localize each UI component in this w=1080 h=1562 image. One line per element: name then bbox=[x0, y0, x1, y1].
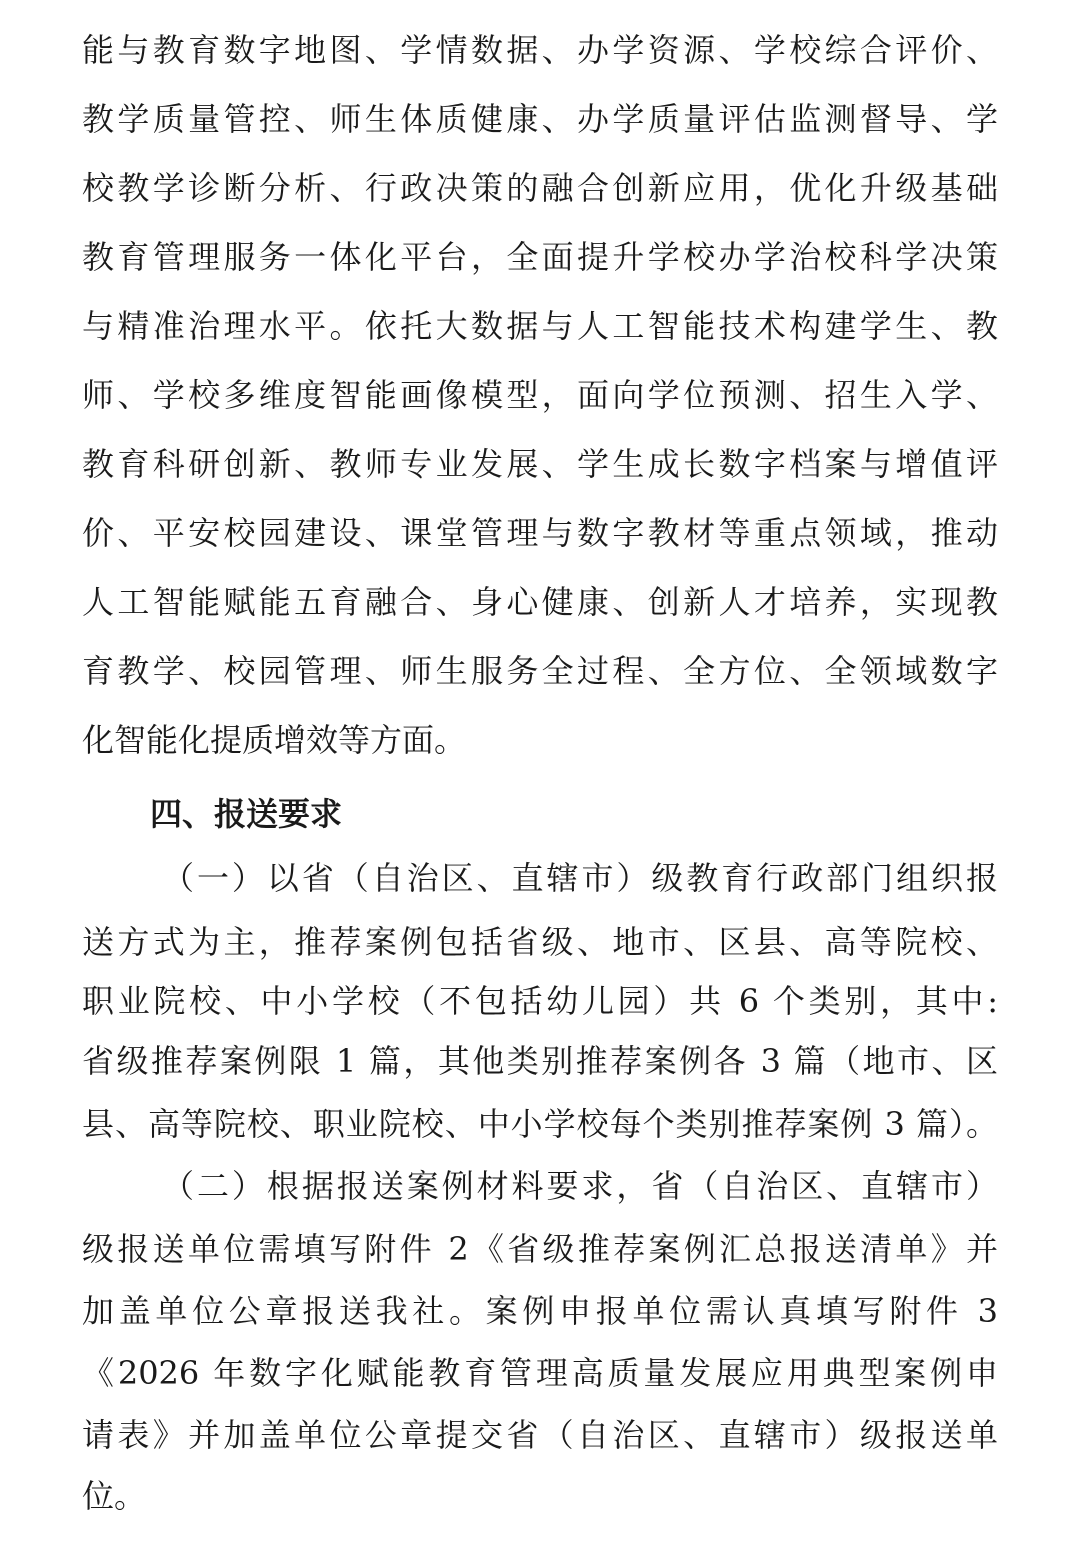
paragraph-line: 送方式为主，推荐案例包括省级、地市、区县、高等院校、 bbox=[82, 923, 998, 961]
paragraph-line: 《2026 年数字化赋能教育管理高质量发展应用典型案例申 bbox=[82, 1354, 998, 1392]
paragraph-line: 育教学、校园管理、师生服务全过程、全方位、全领域数字 bbox=[82, 652, 998, 690]
paragraph-line: 教育科研创新、教师专业发展、学生成长数字档案与增值评 bbox=[82, 445, 998, 483]
paragraph-line: 化智能化提质增效等方面。 bbox=[82, 721, 467, 759]
paragraph-line: 人工智能赋能五育融合、身心健康、创新人才培养，实现教 bbox=[82, 583, 998, 621]
paragraph-line: 师、学校多维度智能画像模型，面向学位预测、招生入学、 bbox=[82, 376, 998, 414]
paragraph-line: 县、高等院校、职业院校、中小学校每个类别推荐案例 3 篇）。 bbox=[82, 1105, 998, 1143]
section-heading: 四、报送要求 bbox=[150, 795, 343, 833]
paragraph-line: 与精准治理水平。依托大数据与人工智能技术构建学生、教 bbox=[82, 307, 998, 345]
paragraph-line: （一）以省（自治区、直辖市）级教育行政部门组织报 bbox=[162, 859, 998, 897]
paragraph-line: 加盖单位公章报送我社。案例申报单位需认真填写附件 3 bbox=[82, 1292, 998, 1330]
paragraph-line: 位。 bbox=[82, 1477, 147, 1515]
paragraph-line: 教学质量管控、师生体质健康、办学质量评估监测督导、学 bbox=[82, 100, 998, 138]
paragraph-line: 级报送单位需填写附件 2《省级推荐案例汇总报送清单》并 bbox=[82, 1230, 998, 1268]
paragraph-line: 职业院校、中小学校（不包括幼儿园）共 6 个类别，其中: bbox=[82, 982, 998, 1020]
paragraph-line: （二）根据报送案例材料要求，省（自治区、直辖市） bbox=[162, 1167, 998, 1205]
paragraph-line: 教育管理服务一体化平台，全面提升学校办学治校科学决策 bbox=[82, 238, 998, 276]
paragraph-line: 能与教育数字地图、学情数据、办学资源、学校综合评价、 bbox=[82, 31, 998, 69]
paragraph-line: 省级推荐案例限 1 篇，其他类别推荐案例各 3 篇（地市、区 bbox=[82, 1042, 998, 1080]
paragraph-line: 校教学诊断分析、行政决策的融合创新应用，优化升级基础 bbox=[82, 169, 998, 207]
paragraph-line: 请表》并加盖单位公章提交省（自治区、直辖市）级报送单 bbox=[82, 1416, 998, 1454]
paragraph-line: 价、平安校园建设、课堂管理与数字教材等重点领域，推动 bbox=[82, 514, 998, 552]
